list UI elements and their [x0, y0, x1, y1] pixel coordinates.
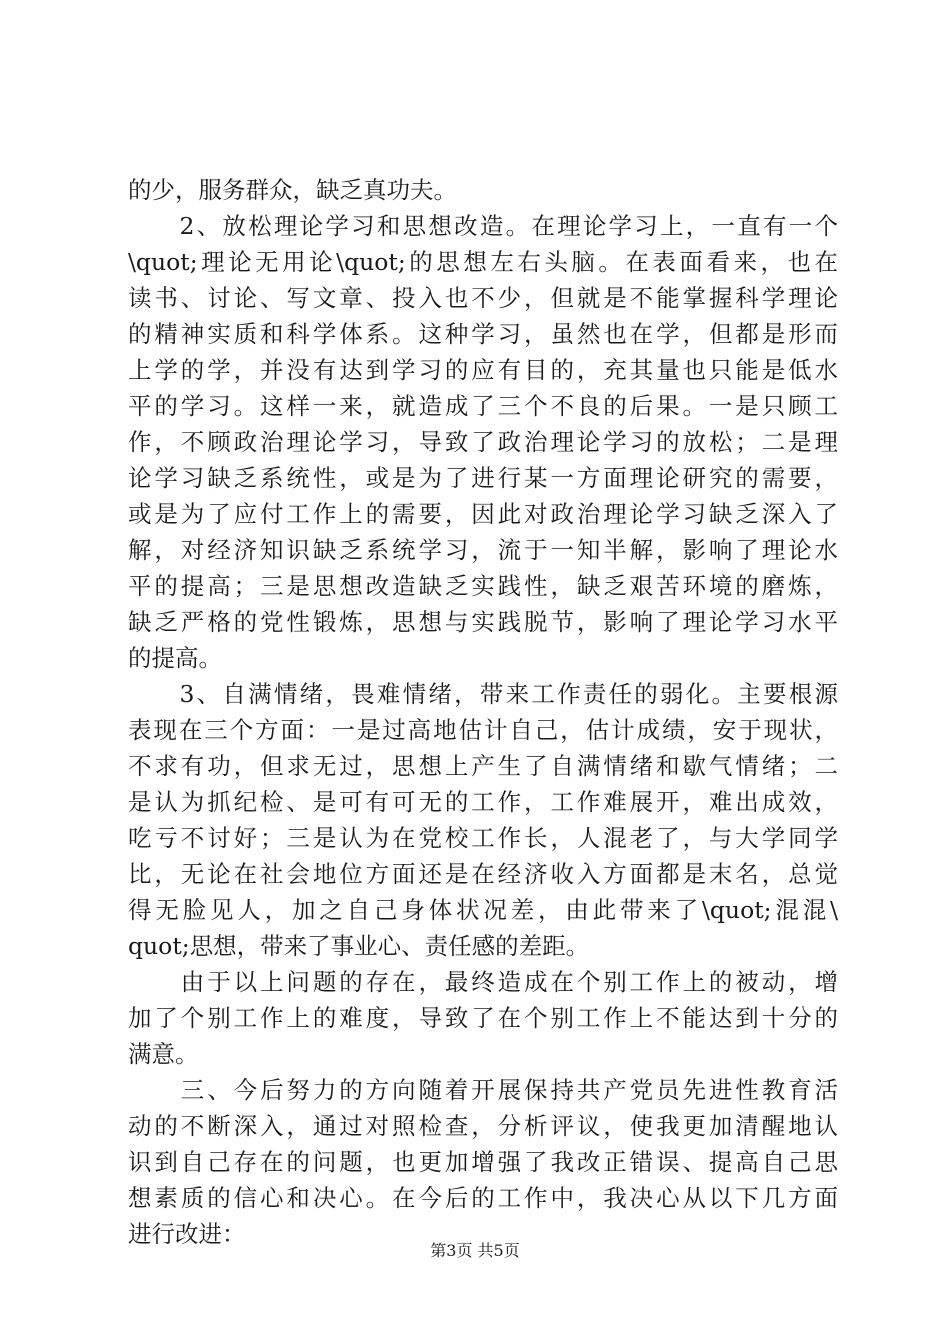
text-line: 吃亏不讨好；三是认为在党校工作长，人混老了，与大学同学: [128, 824, 838, 852]
text-line: 上学的学，并没有达到学习的应有目的，充其量也只能是低水: [128, 356, 838, 384]
text-line: 平的学习。这样一来，就造成了三个不良的后果。一是只顾工: [128, 392, 838, 420]
text-line: 或是为了应付工作上的需要，因此对政治理论学习缺乏深入了: [128, 500, 838, 528]
text-line: 想素质的信心和决心。在今后的工作中，我决心从以下几方面: [128, 1184, 838, 1212]
text-line: 由于以上问题的存在，最终造成在个别工作上的被动，增: [128, 968, 838, 996]
text-line: 是认为抓纪检、是可有可无的工作，工作难展开，难出成效，: [128, 788, 838, 816]
text-line: 的精神实质和科学体系。这种学习，虽然也在学，但都是形而: [128, 320, 838, 348]
text-line: 2、放松理论学习和思想改造。在理论学习上，一直有一个: [128, 212, 838, 240]
text-line: 解，对经济知识缺乏系统学习，流于一知半解，影响了理论水: [128, 536, 838, 564]
text-line: 的提高。: [128, 644, 222, 672]
text-line: 缺乏严格的党性锻炼，思想与实践脱节，影响了理论学习水平: [128, 608, 838, 636]
text-line: 的少，服务群众，缺乏真功夫。: [128, 176, 457, 204]
text-line: 比，无论在社会地位方面还是在经济收入方面都是末名，总觉: [128, 860, 838, 888]
text-line: 读书、讨论、写文章、投入也不少，但就是不能掌握科学理论: [128, 284, 838, 312]
text-line: 不求有功，但求无过，思想上产生了自满情绪和歇气情绪；二: [128, 752, 838, 780]
text-line: 表现在三个方面：一是过高地估计自己，估计成绩，安于现状，: [128, 716, 838, 744]
text-line: 3、自满情绪，畏难情绪，带来工作责任的弱化。主要根源: [128, 680, 838, 708]
text-line: 进行改进：: [128, 1220, 246, 1248]
text-line: 得无脸见人，加之自己身体状况差，由此带来了\quot;混混\: [128, 896, 838, 924]
page-footer: 第3页 共5页: [430, 1241, 520, 1260]
text-line: 平的提高；三是思想改造缺乏实践性，缺乏艰苦环境的磨炼，: [128, 572, 838, 600]
text-line: 满意。: [128, 1040, 199, 1068]
text-line: 作，不顾政治理论学习，导致了政治理论学习的放松；二是理: [128, 428, 838, 456]
text-line: quot;思想，带来了事业心、责任感的差距。: [128, 932, 590, 960]
text-line: 动的不断深入，通过对照检查，分析评议，使我更加清醒地认: [128, 1112, 838, 1140]
text-line: \quot;理论无用论\quot;的思想左右头脑。在表面看来，也在: [128, 248, 838, 276]
text-line: 三、今后努力的方向随着开展保持共产党员先进性教育活: [128, 1076, 838, 1104]
text-line: 加了个别工作上的难度，导致了在个别工作上不能达到十分的: [128, 1004, 838, 1032]
text-line: 识到自己存在的问题，也更加增强了我改正错误、提高自己思: [128, 1148, 838, 1176]
text-line: 论学习缺乏系统性，或是为了进行某一方面理论研究的需要，: [128, 464, 838, 492]
